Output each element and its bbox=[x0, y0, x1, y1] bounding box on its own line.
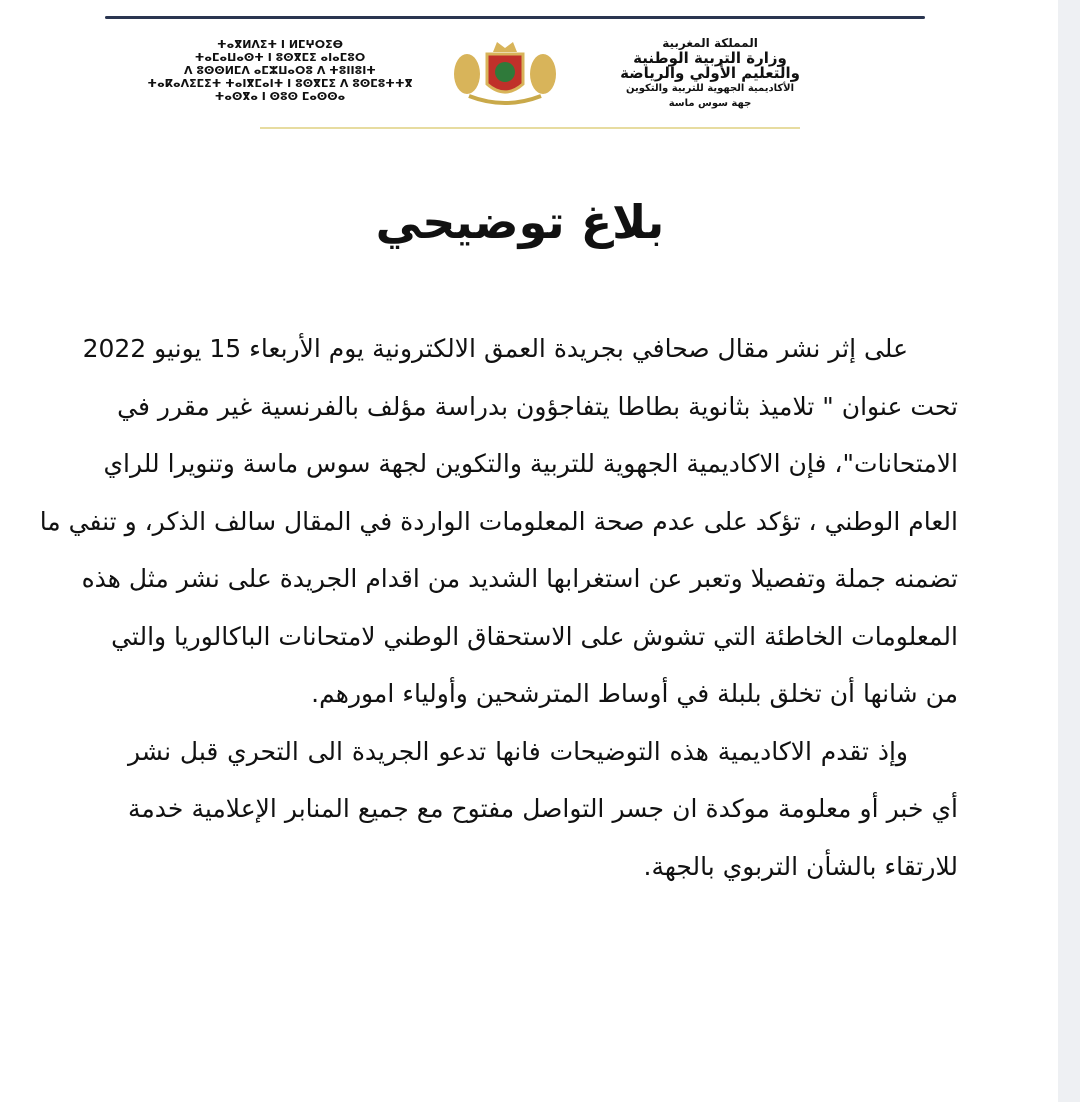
body-line: على إثر نشر مقال صحافي بجريدة العمق الالكترونية يوم الأربعاء 15 يونيو 2022 bbox=[82, 334, 908, 363]
document-body bbox=[39, 326, 958, 901]
body-line: العام الوطني ، تؤكد على عدم صحة المعلومات الواردة في المقال سالف الذكر، و تنفي ما bbox=[39, 506, 958, 536]
header-divider bbox=[260, 127, 800, 129]
tifinagh-line: ⵜⴰⴽⴰⴷⵉⵎⵉⵜ ⵜⴰⵏⴳⵎⴰⵏⵜ ⵏ ⵓⵙⴳⵎⵉ ⴷ ⵓⵙⵎⵓⵜⵜⴳ bbox=[147, 77, 413, 90]
tifinagh-line: ⵜⴰⵙⴳⴰ ⵏ ⵙⵓⵙ ⵎⴰⵙⵙⴰ bbox=[214, 90, 346, 103]
body-line: وإذ تقدم الاكاديمية هذه التوضيحات فانها تدعو الجريدة الى التحري قبل نشر bbox=[128, 736, 908, 766]
header-line: الأكاديمية الجهوية للتربية والتكوين bbox=[625, 83, 795, 94]
body-line: المعلومات الخاطئة التي تشوش على الاستحقاق الوطني لامتحانات الباكالوريا والتي bbox=[111, 621, 958, 651]
body-line: تضمنه جملة وتفصيلا وتعبر عن استغرابها الشديد من اقدام الجريدة على نشر مثل هذه bbox=[81, 564, 958, 593]
body-line: أي خبر أو معلومة موكدة ان جسر التواصل مفتوح مع جميع المنابر الإعلامية خدمة bbox=[128, 794, 958, 823]
coat-of-arms-icon bbox=[447, 36, 563, 110]
body-line: من شانها أن تخلق بلبلة في أوساط المترشحين وأولياء امورهم. bbox=[311, 679, 958, 708]
header-line: جهة سوس ماسة bbox=[668, 98, 752, 109]
scrollbar-strip bbox=[1058, 0, 1080, 1102]
body-line: تحت عنوان " تلاميذ بثانوية بطاطا يتفاجؤون بدراسة مؤلف بالفرنسية غير مقرر في bbox=[117, 391, 958, 421]
document-title: بلاغ توضيحي bbox=[375, 195, 665, 249]
header-rule bbox=[105, 16, 925, 19]
tifinagh-line: ⵜⴰⵎⴰⵡⴰⵙⵜ ⵏ ⵓⵙⴳⵎⵉ ⴰⵏⴰⵎⵓⵔ bbox=[194, 51, 366, 64]
header-line: المملكة المغربية bbox=[662, 36, 758, 50]
tifinagh-line: ⵜⴰⴳⵍⴷⵉⵜ ⵏ ⵍⵎⵖⵔⵉⴱ bbox=[216, 38, 343, 51]
body-line: للارتقاء بالشأن التربوي بالجهة. bbox=[643, 851, 958, 881]
header-line: وزارة التربية الوطنية bbox=[633, 49, 787, 67]
tifinagh-line: ⴷ ⵓⵙⵙⵍⵎⴷ ⴰⵎⵣⵡⴰⵔⵓ ⴷ ⵜⵓⵏⵏⵓⵏⵜ bbox=[184, 64, 376, 77]
header-line: والتعليم الأولي والرياضة bbox=[620, 64, 800, 82]
ministry-header bbox=[575, 36, 845, 111]
tifinagh-header bbox=[130, 38, 430, 103]
body-line: الامتحانات"، فإن الاكاديمية الجهوية للتربية والتكوين لجهة سوس ماسة وتنويرا للراي bbox=[103, 449, 958, 478]
